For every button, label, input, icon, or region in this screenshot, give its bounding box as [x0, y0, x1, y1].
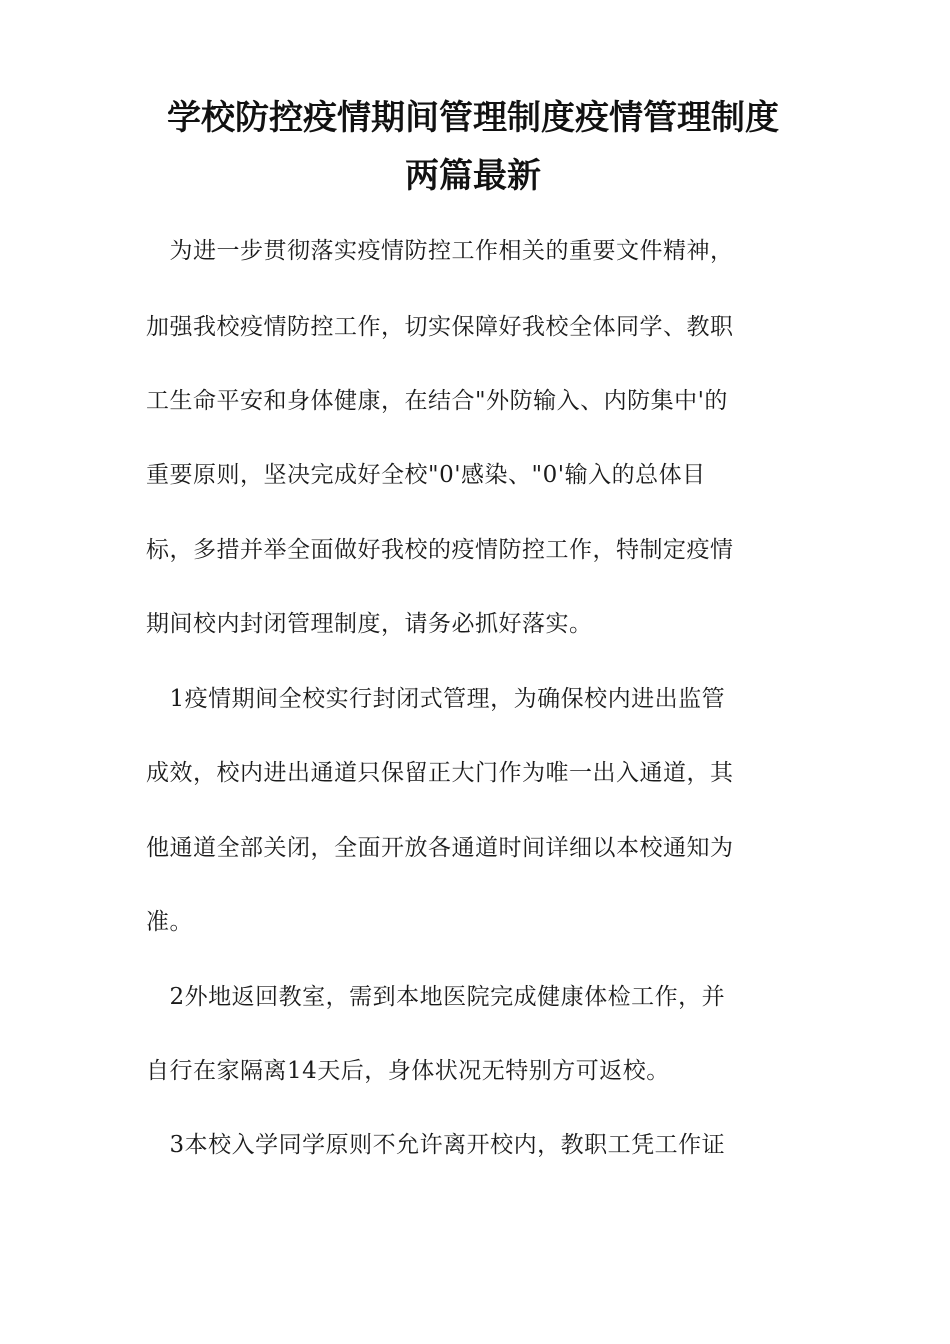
body-line-6: 期间校内封闭管理制度，请务必抓好落实。	[146, 611, 593, 637]
body-line-3: 工生命平安和身体健康，在结合"外防输入、内防集中'的	[146, 388, 728, 414]
body-line-5: 标，多措并举全面做好我校的疫情防控工作，特制定疫情	[146, 537, 734, 563]
body-line-4: 重要原则，坚决完成好全校"0'感染、"0'输入的总体目	[146, 462, 706, 488]
document-title-line-2: 两篇最新	[405, 156, 541, 196]
body-line-10: 准。	[146, 909, 193, 935]
body-line-13: 3本校入学同学原则不允许离开校内，教职工凭工作证	[146, 1132, 726, 1158]
body-line-9: 他通道全部关闭，全面开放各通道时间详细以本校通知为	[146, 835, 734, 861]
body-line-8: 成效，校内进出通道只保留正大门作为唯一出入通道，其	[146, 760, 734, 786]
document-title-line-1: 学校防控疫情期间管理制度疫情管理制度	[167, 98, 779, 138]
body-line-1: 为进一步贯彻落实疫情防控工作相关的重要文件精神，	[146, 238, 734, 264]
body-line-2: 加强我校疫情防控工作，切实保障好我校全体同学、教职	[146, 314, 734, 340]
body-line-11: 2外地返回教室，需到本地医院完成健康体检工作，并	[146, 984, 726, 1010]
body-line-7: 1疫情期间全校实行封闭式管理，为确保校内进出监管	[146, 686, 726, 712]
body-line-12: 自行在家隔离14天后，身体状况无特别方可返校。	[146, 1058, 670, 1084]
